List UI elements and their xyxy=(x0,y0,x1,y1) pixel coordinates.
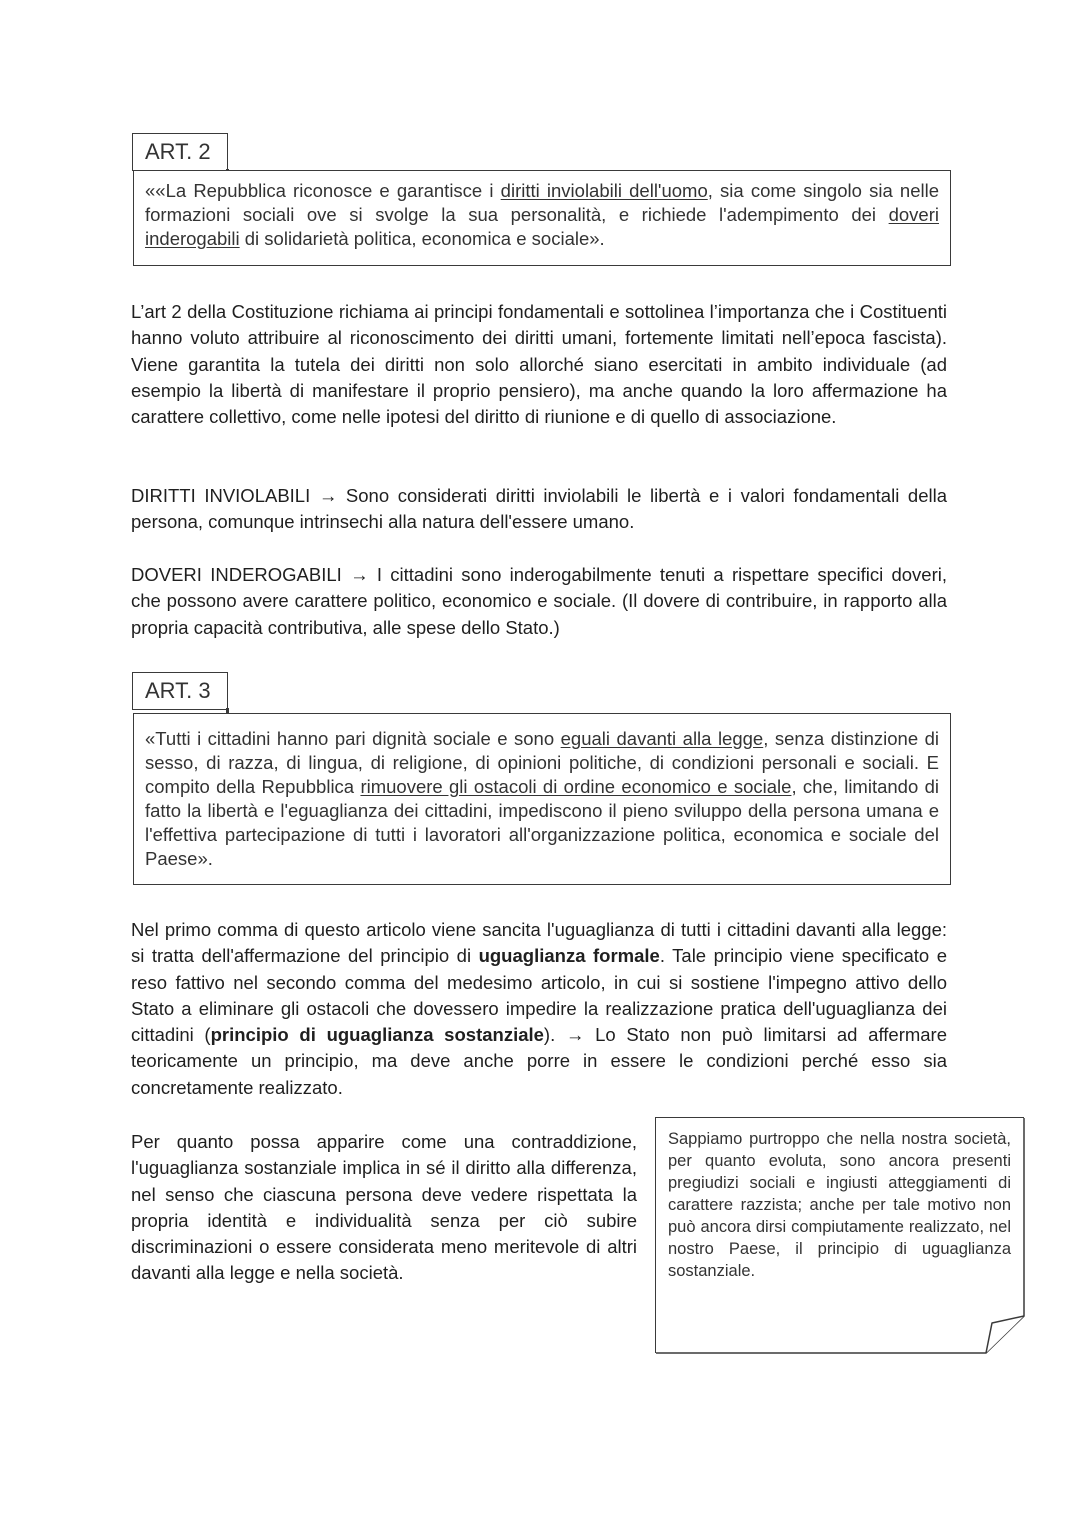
art2-label: ART. 2 xyxy=(132,133,228,171)
uguaglianza-formale-bold: uguaglianza formale xyxy=(478,945,660,967)
diritti-inviolabili-paragraph: DIRITTI INVIOLABILI → Sono considerati diritti inviolabili le libertà e i valori fondamentali della persona, comunque intrinsechi alla natura dell'essere umano. xyxy=(131,485,947,533)
note-text: Sappiamo purtroppo che nella nostra società, per quanto evoluta, sono ancora presenti pregiudizi sociali e ingiusti atteggiamenti di carattere razzista; anche per tale motivo non può ancora dirsi compiutamente realizzato, nel nostro Paese, il principio di uguaglianza sostanziale. xyxy=(668,1130,1011,1280)
art3-commentary-paragraph xyxy=(131,917,947,1101)
art2-quote-pre: ««La Repubblica riconosce e garantisce i xyxy=(145,180,501,201)
diritto-differenza-paragraph: Per quanto possa apparire come una contraddizione, l'uguaglianza sostanziale implica in sé il diritto alla differenza, nel senso che ciascuna persona deve vedere rispettata la propria identità e individualità senza per ciò subire discriminazioni o essere considerata meno meritevole di altri davanti alla legge e nella società. xyxy=(131,1131,637,1284)
art3-quote-pre: «Tutti i cittadini hanno pari dignità sociale e sono xyxy=(145,728,561,749)
art3-quote-underline-eguali: eguali davanti alla legge xyxy=(560,728,764,749)
art2-quote-post: di solidarietà politica, economica e sociale». xyxy=(239,228,605,249)
art3-label: ART. 3 xyxy=(132,672,228,710)
para2-text-3: ). → Lo Stato non può limitarsi ad affermare teoricamente un principio, ma deve anche porre in essere le condizioni perché esso sia concretamente realizzato. xyxy=(131,1024,948,1098)
folded-note-box xyxy=(655,1117,1024,1353)
art3-quote-mid: , senza distinzione di sesso, di razza, di lingua, di religione, di opinioni politiche, di condizioni personali e sociali. E compito della Repubblica xyxy=(145,728,940,797)
art2-quote-underline-doveri: doveri inderogabili xyxy=(145,204,939,249)
art3-quote-post: , che, limitando di fatto la libertà e l'eguaglianza dei cittadini, impediscono il pieno sviluppo della persona umana e l'effettiva partecipazione di tutti i lavoratori all'organizzazione politica, economica e sociale del Paese». xyxy=(145,776,939,869)
art2-quote-underline-diritti: diritti inviolabili dell'uomo xyxy=(500,180,708,201)
para2-text-1: Nel primo comma di questo articolo viene sancita l'uguaglianza di tutti i cittadini davanti alla legge: si tratta dell'affermazione del principio di xyxy=(131,919,947,967)
art3-quote-box xyxy=(133,713,951,885)
uguaglianza-sostanziale-bold: principio di uguaglianza sostanziale xyxy=(210,1024,544,1046)
art2-quote-mid: , sia come singolo sia nelle formazioni sociali ove si svolge la sua personalità, e richiede l'adempimento dei xyxy=(145,180,939,225)
art2-quote-box xyxy=(133,170,951,266)
doveri-inderogabili-paragraph: DOVERI INDEROGABILI → I cittadini sono inderogabilmente tenuti a rispettare specifici doveri, che possono avere carattere politico, economico e sociale. (Il dovere di contribuire, in rapporto alla propria capacità contributiva, alle spese dello Stato.) xyxy=(131,564,947,638)
art2-commentary-paragraph: L’art 2 della Costituzione richiama ai principi fondamentali e sottolinea l’importanza che i Costituenti hanno voluto attribuire al riconoscimento dei diritti umani, fortemente limitati nell’epoca fascista). Viene garantita la tutela dei diritti non solo allorché siano esercitati in ambito individuale (ad esempio la libertà di manifestare il proprio pensiero), ma anche quando la loro affermazione ha carattere collettivo, come nelle ipotesi del diritto di riunione e di quello di associazione. xyxy=(131,301,947,428)
para2-text-2: . Tale principio viene specificato e reso fattivo nel secondo comma del medesimo articolo, in cui si sostiene l'impegno attivo dello Stato a eliminare gli ostacoli che dovessero impedire la realizzazione pratica dell'uguaglianza dei cittadini ( xyxy=(131,945,947,1046)
art3-quote-underline-rimuovere: rimuovere gli ostacoli di ordine economico e sociale xyxy=(360,776,792,797)
